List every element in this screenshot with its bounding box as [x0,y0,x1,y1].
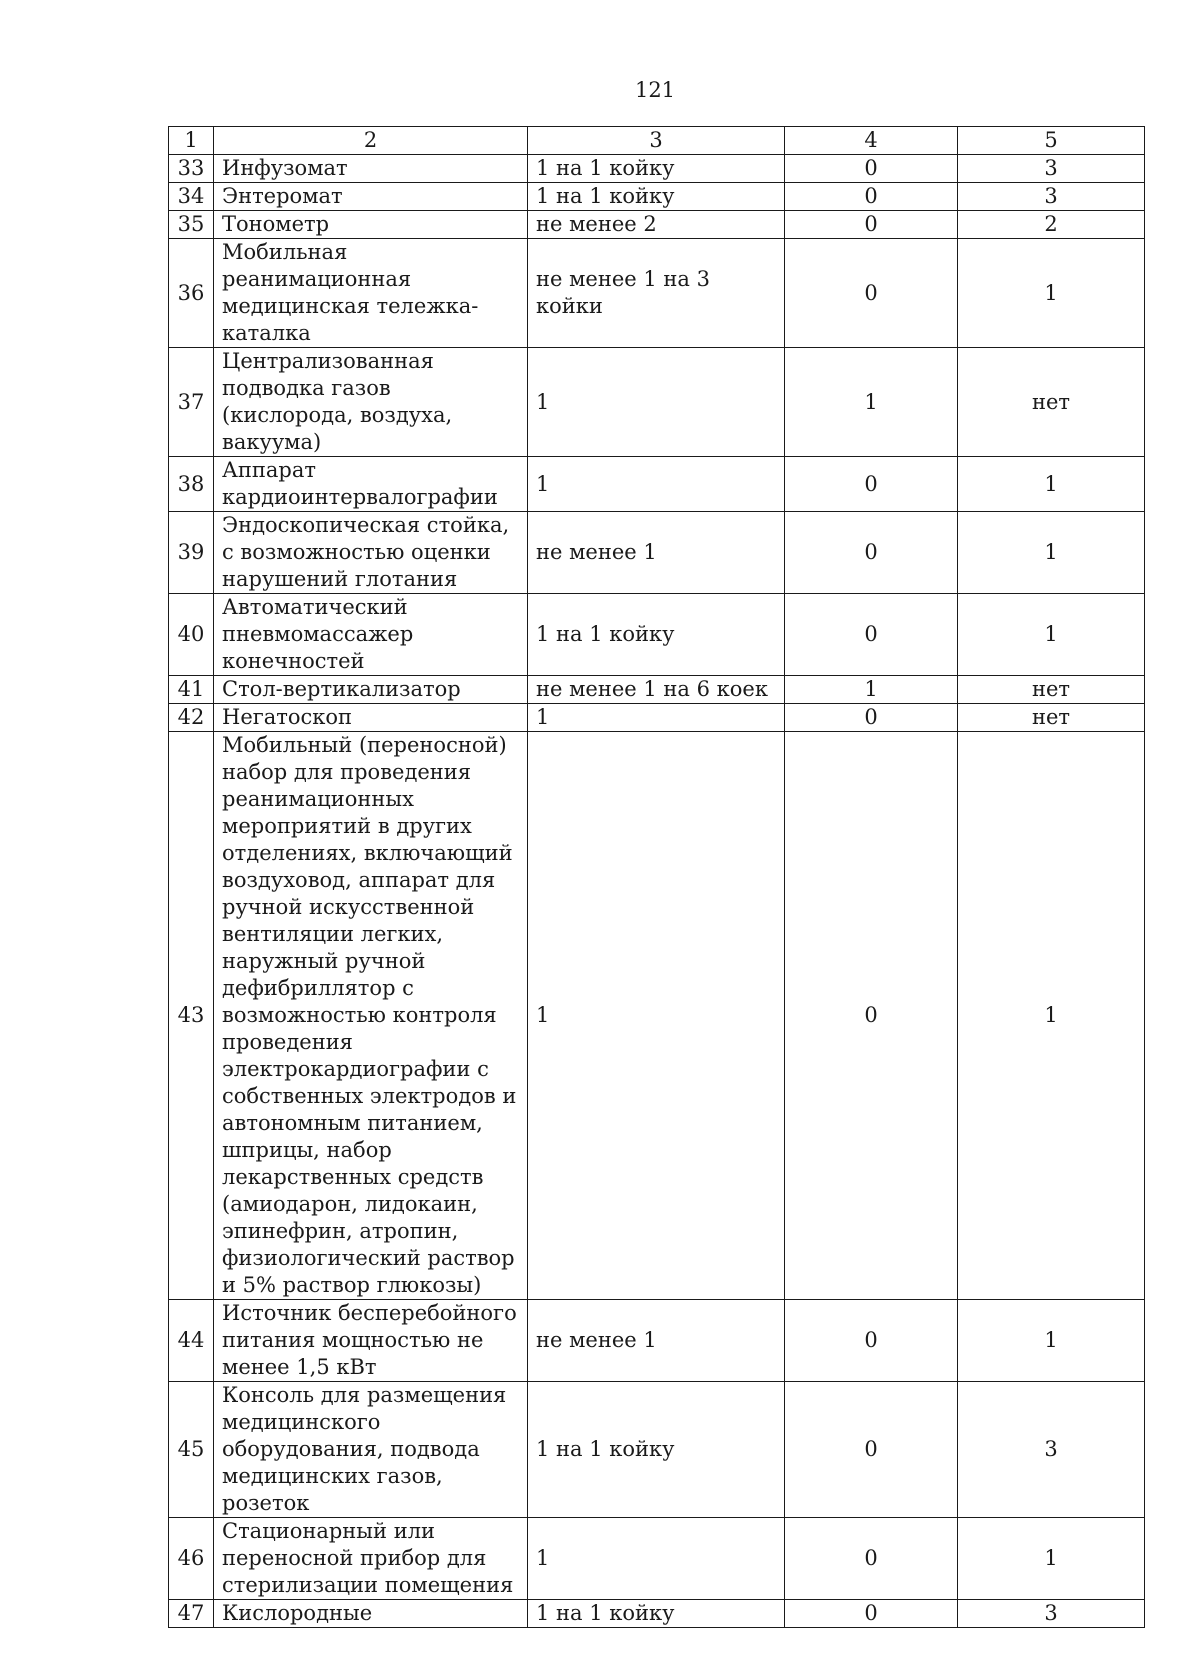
row-number-cell: 34 [169,183,214,211]
column-5-cell: 3 [958,1600,1145,1628]
table-header-row [169,127,1145,155]
table-row [169,1300,1145,1382]
column-5-cell: 2 [958,211,1145,239]
column-5-cell: 1 [958,239,1145,348]
column-4-cell: 0 [785,155,958,183]
norm-cell: 1 на 1 койку [528,1600,785,1628]
norm-cell: 1 на 1 койку [528,155,785,183]
column-4-cell: 0 [785,211,958,239]
table-row [169,1600,1145,1628]
equipment-name-cell: Консоль для размещения медицинского оборудования, подвода медицинских газов, розеток [214,1382,528,1518]
row-number-cell: 38 [169,457,214,512]
column-4-cell: 0 [785,457,958,512]
equipment-name-cell: Стол-вертикализатор [214,676,528,704]
table-row [169,155,1145,183]
column-4-cell: 0 [785,704,958,732]
row-number-cell: 40 [169,594,214,676]
row-number-cell: 43 [169,732,214,1300]
table-row [169,512,1145,594]
row-number-cell: 37 [169,348,214,457]
norm-cell: 1 на 1 койку [528,594,785,676]
header-cell: 5 [958,127,1145,155]
norm-cell: не менее 1 на 6 коек [528,676,785,704]
column-5-cell: 1 [958,1518,1145,1600]
equipment-name-cell: Кислородные [214,1600,528,1628]
equipment-name-cell: Централизованная подводка газов (кислорода, воздуха, вакуума) [214,348,528,457]
column-4-cell: 0 [785,732,958,1300]
table-row [169,732,1145,1300]
column-5-cell: нет [958,348,1145,457]
equipment-name-cell: Инфузомат [214,155,528,183]
norm-cell: 1 [528,732,785,1300]
norm-cell: 1 на 1 койку [528,1382,785,1518]
equipment-name-cell: Тонометр [214,211,528,239]
column-5-cell: 3 [958,155,1145,183]
column-4-cell: 0 [785,1382,958,1518]
column-4-cell: 0 [785,1600,958,1628]
table-row [169,676,1145,704]
column-4-cell: 0 [785,594,958,676]
column-4-cell: 0 [785,239,958,348]
equipment-name-cell: Мобильная реанимационная медицинская тележка-каталка [214,239,528,348]
row-number-cell: 39 [169,512,214,594]
equipment-name-cell: Эндоскопическая стойка, с возможностью оценки нарушений глотания [214,512,528,594]
table-row [169,183,1145,211]
column-5-cell: 3 [958,183,1145,211]
norm-cell: 1 [528,1518,785,1600]
page-number: 121 [634,78,676,102]
header-cell: 1 [169,127,214,155]
column-4-cell: 0 [785,512,958,594]
equipment-name-cell: Стационарный или переносной прибор для стерилизации помещения [214,1518,528,1600]
table-row [169,211,1145,239]
equipment-table [168,126,1145,1628]
row-number-cell: 46 [169,1518,214,1600]
row-number-cell: 36 [169,239,214,348]
column-5-cell: 1 [958,1300,1145,1382]
norm-cell: 1 на 1 койку [528,183,785,211]
column-5-cell: 1 [958,457,1145,512]
column-5-cell: нет [958,704,1145,732]
column-5-cell: нет [958,676,1145,704]
header-cell: 4 [785,127,958,155]
column-4-cell: 0 [785,1300,958,1382]
column-5-cell: 1 [958,732,1145,1300]
row-number-cell: 35 [169,211,214,239]
table-row [169,348,1145,457]
norm-cell: 1 [528,457,785,512]
norm-cell: не менее 1 на 3 койки [528,239,785,348]
equipment-name-cell: Энтеромат [214,183,528,211]
column-5-cell: 1 [958,512,1145,594]
row-number-cell: 45 [169,1382,214,1518]
table-row [169,704,1145,732]
column-5-cell: 3 [958,1382,1145,1518]
column-4-cell: 1 [785,348,958,457]
equipment-name-cell: Негатоскоп [214,704,528,732]
table-row [169,1518,1145,1600]
table-row [169,594,1145,676]
table-row [169,239,1145,348]
norm-cell: 1 [528,348,785,457]
row-number-cell: 41 [169,676,214,704]
table-row [169,457,1145,512]
column-4-cell: 1 [785,676,958,704]
norm-cell: не менее 1 [528,512,785,594]
equipment-name-cell: Источник бесперебойного питания мощностью не менее 1,5 кВт [214,1300,528,1382]
header-cell: 2 [214,127,528,155]
norm-cell: не менее 2 [528,211,785,239]
column-4-cell: 0 [785,183,958,211]
column-5-cell: 1 [958,594,1145,676]
equipment-name-cell: Аппарат кардиоинтервалографии [214,457,528,512]
row-number-cell: 42 [169,704,214,732]
row-number-cell: 47 [169,1600,214,1628]
row-number-cell: 33 [169,155,214,183]
norm-cell: не менее 1 [528,1300,785,1382]
equipment-name-cell: Автоматический пневмомассажер конечностей [214,594,528,676]
header-cell: 3 [528,127,785,155]
row-number-cell: 44 [169,1300,214,1382]
norm-cell: 1 [528,704,785,732]
equipment-name-cell: Мобильный (переносной) набор для проведения реанимационных мероприятий в других отделениях, включающий воздуховод, аппарат для ручной искусственной вентиляции легких, наружный ручной дефибриллятор с возможностью контроля проведения электрокардиографии с собственных электродов и автономным питанием, шприцы, набор лекарственных средств (амиодарон, лидокаин, эпинефрин, атропин, физиологический раствор и 5% раствор глюкозы) [214,732,528,1300]
table-row [169,1382,1145,1518]
column-4-cell: 0 [785,1518,958,1600]
